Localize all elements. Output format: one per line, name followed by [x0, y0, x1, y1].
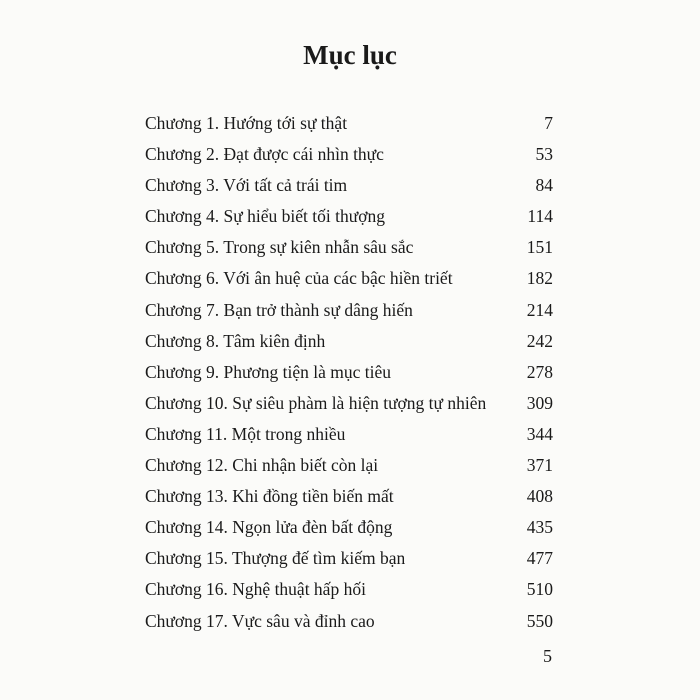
toc-entry-page: 114	[527, 206, 553, 227]
toc-entry-title: Chương 13. Khi đồng tiền biến mất	[145, 486, 394, 507]
toc-entry-page: 242	[526, 330, 553, 351]
toc-entry-page: 477	[526, 548, 553, 569]
toc-entry-title: Chương 11. Một trong nhiều	[145, 423, 346, 444]
toc-entry	[145, 483, 553, 514]
toc-entry	[145, 390, 553, 421]
toc-entry-page: 510	[526, 579, 553, 600]
toc-entry-title: Chương 6. Với ân huệ của các bậc hiền triết	[145, 268, 453, 289]
toc-entry-page: 344	[526, 423, 553, 444]
toc-entry-page: 278	[526, 361, 553, 382]
toc-entry	[145, 545, 553, 576]
toc-entry	[145, 452, 553, 483]
toc-entry-page: 214	[526, 299, 553, 320]
toc-entry-title: Chương 10. Sự siêu phàm là hiện tượng tự nhiên	[145, 392, 487, 413]
toc-entry-title: Chương 5. Trong sự kiên nhẫn sâu sắc	[145, 237, 414, 258]
toc-entry	[145, 328, 553, 359]
toc-entry-page: 408	[526, 486, 553, 507]
toc-entry	[145, 141, 553, 172]
toc-entry-title: Chương 16. Nghệ thuật hấp hối	[145, 579, 366, 600]
toc-entry-title: Chương 12. Chi nhận biết còn lại	[145, 455, 379, 476]
toc-entry-page: 53	[535, 144, 553, 165]
toc-entry	[145, 421, 553, 452]
toc-entry-title: Chương 2. Đạt được cái nhìn thực	[145, 144, 384, 165]
toc-entry	[145, 359, 553, 390]
toc-entry-page: 550	[526, 610, 553, 631]
toc-entry-title: Chương 4. Sự hiểu biết tối thượng	[145, 206, 385, 227]
page-title: Mục lục	[303, 40, 397, 70]
toc-entry	[145, 203, 553, 234]
toc-entry-page: 7	[544, 113, 553, 133]
toc-entry	[145, 297, 553, 328]
toc-entry	[145, 514, 553, 545]
toc-entry-title: Chương 3. Với tất cả trái tim	[145, 175, 348, 196]
toc-entry-page: 435	[526, 517, 553, 538]
toc-entry-page: 371	[526, 455, 553, 476]
toc-entry-title: Chương 8. Tâm kiên định	[145, 330, 326, 351]
toc-entry-title: Chương 7. Bạn trở thành sự dâng hiến	[145, 299, 413, 320]
table-of-contents	[145, 110, 553, 639]
page-number: 5	[543, 646, 552, 666]
toc-entry-title: Chương 14. Ngọn lửa đèn bất động	[145, 517, 393, 538]
toc-entry-page: 151	[526, 237, 553, 258]
toc-entry	[145, 234, 553, 265]
toc-entry-title: Chương 17. Vực sâu và đỉnh cao	[145, 610, 375, 631]
toc-entry	[145, 576, 553, 607]
toc-entry	[145, 608, 553, 639]
toc-entry	[145, 110, 553, 141]
toc-entry-title: Chương 9. Phương tiện là mục tiêu	[145, 361, 391, 382]
toc-entry-title: Chương 1. Hướng tới sự thật	[145, 113, 348, 133]
toc-entry-page: 84	[535, 175, 553, 196]
toc-entry-title: Chương 15. Thượng đế tìm kiếm bạn	[145, 548, 406, 569]
toc-entry-page: 309	[526, 392, 553, 413]
toc-entry	[145, 172, 553, 203]
toc-entry-page: 182	[526, 268, 553, 289]
toc-entry	[145, 265, 553, 296]
